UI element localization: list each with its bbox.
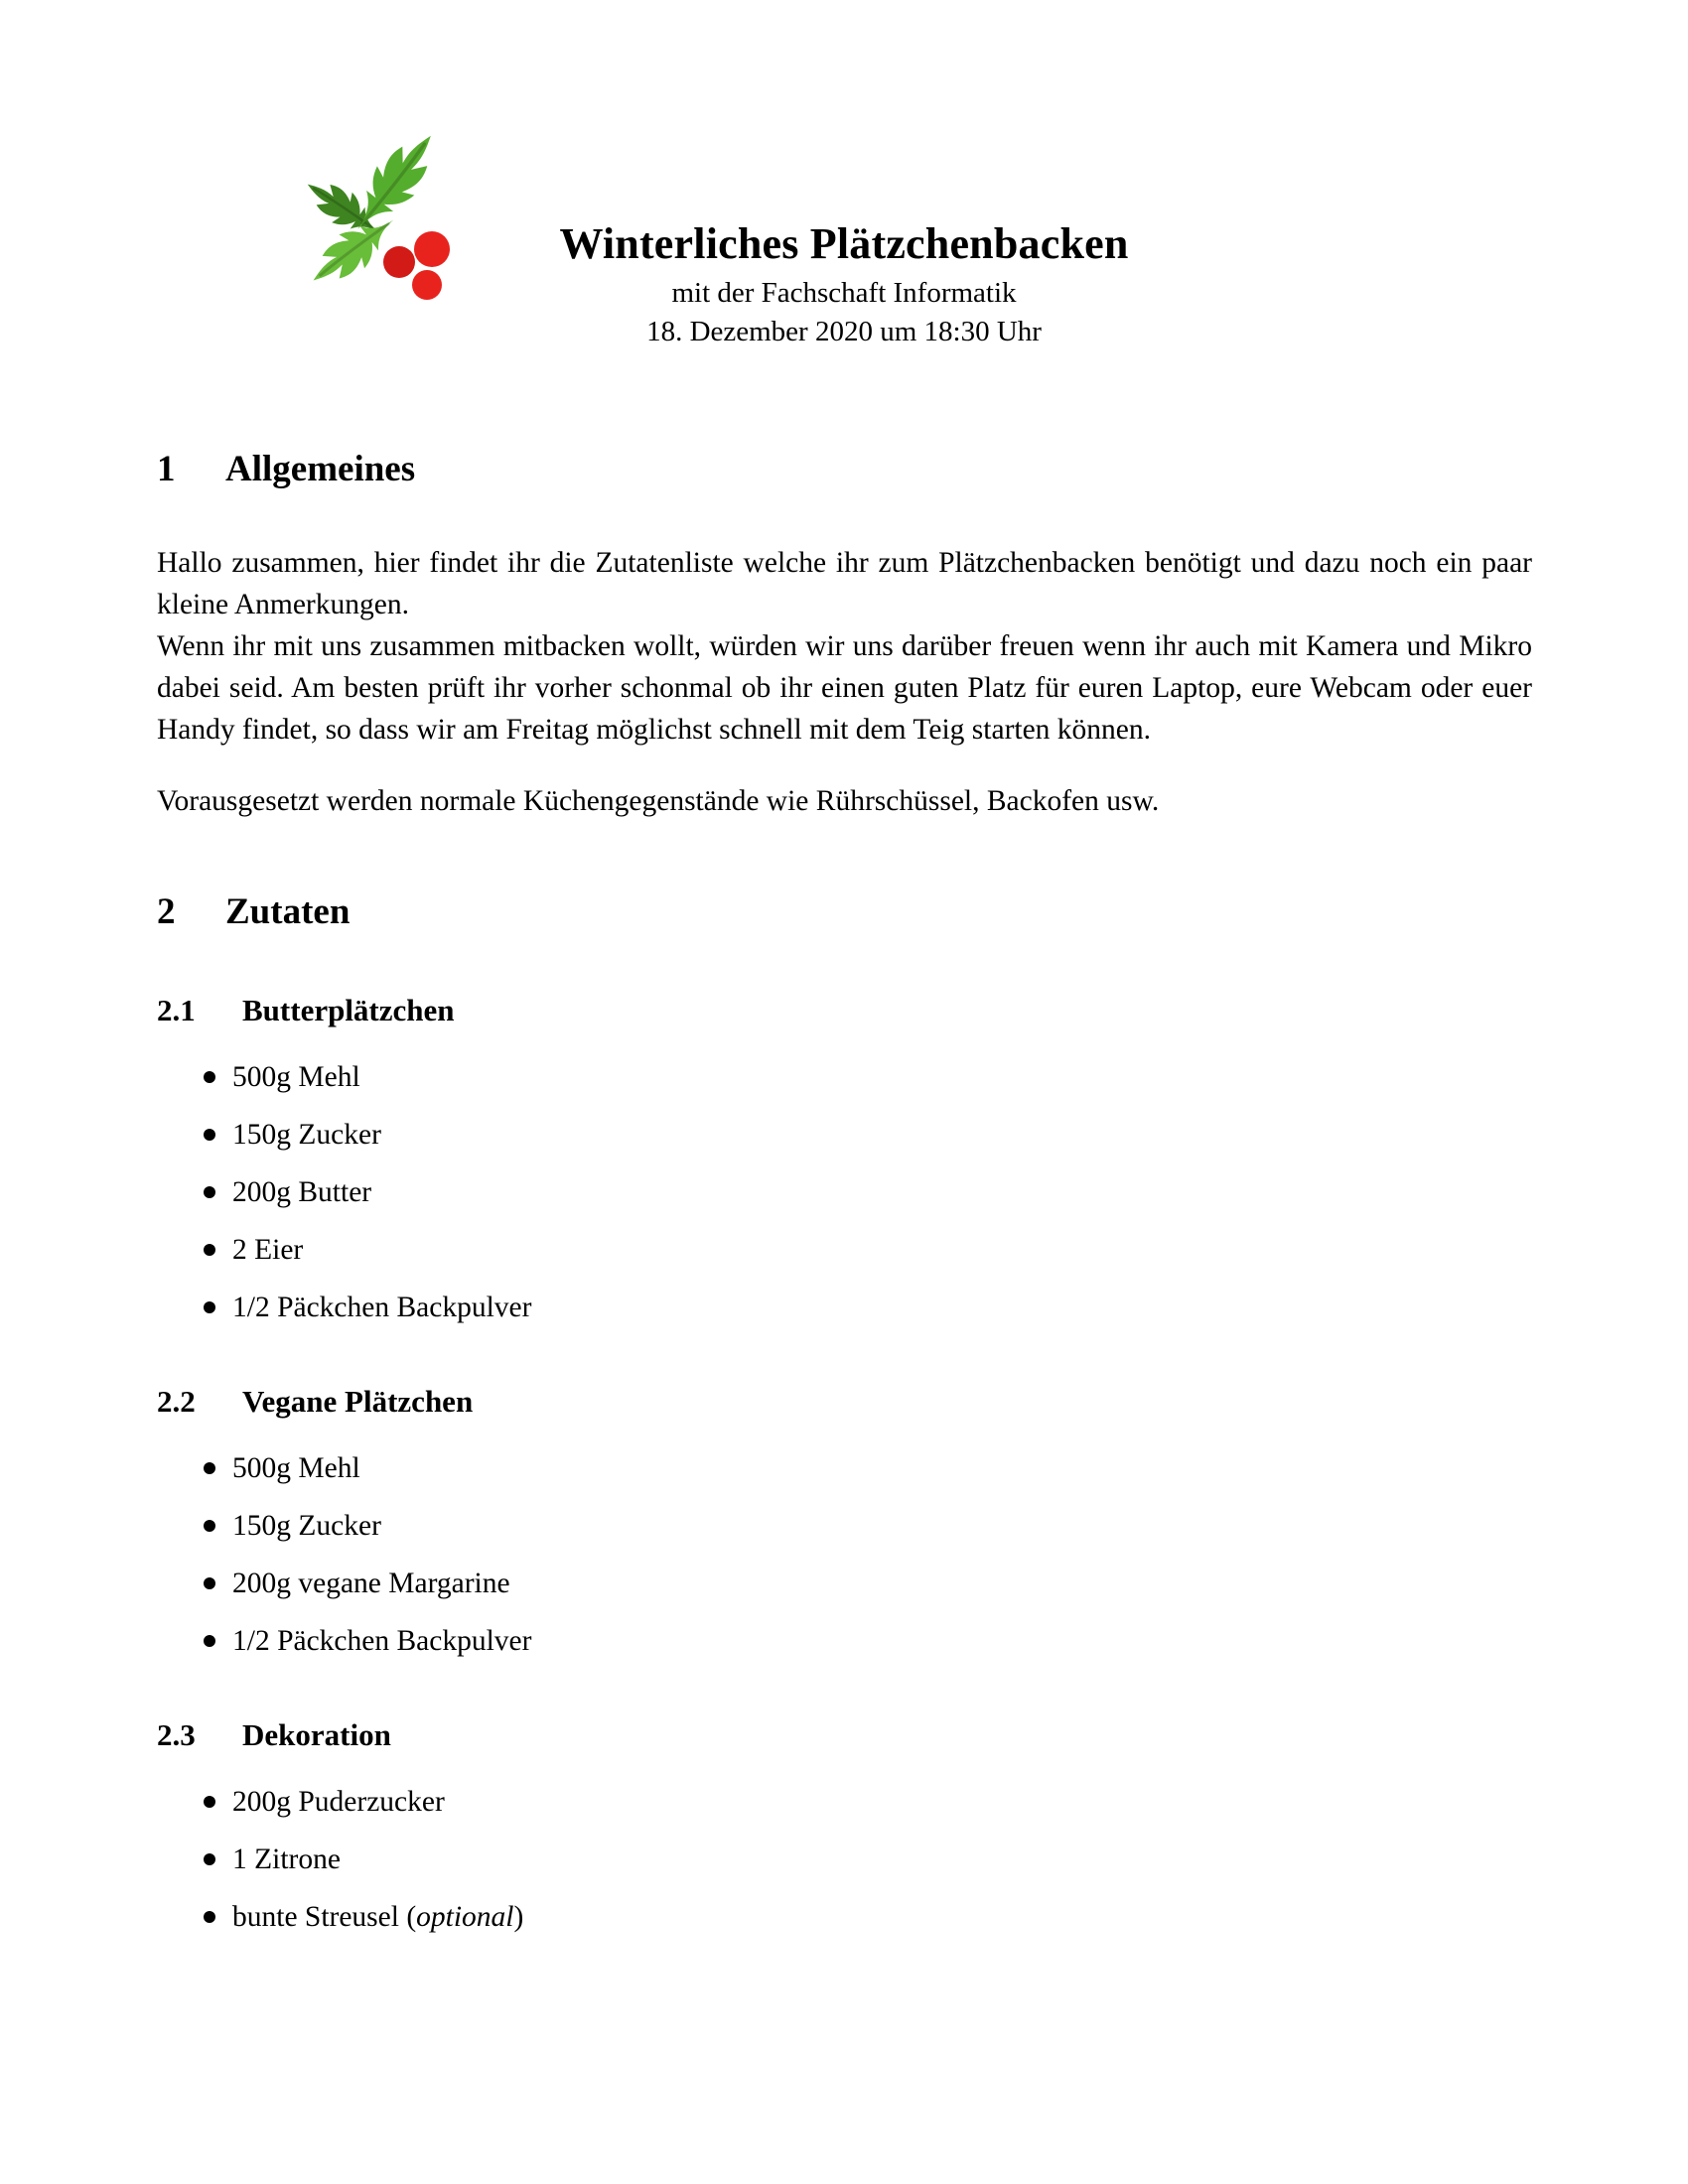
ingredient-text: 500g Mehl	[232, 1061, 360, 1093]
section-title: Zutaten	[225, 891, 351, 932]
list-item	[204, 1839, 1532, 1880]
bullet-icon	[204, 1911, 215, 1923]
subsection-number: 2.1	[157, 993, 196, 1027]
section-title: Allgemeines	[225, 449, 416, 489]
paragraph-voraussetzung: Vorausgesetzt werden normale Küchengegenstände wie Rührschüssel, Backofen usw.	[157, 785, 1160, 817]
bullet-icon	[204, 1635, 215, 1647]
bullet-icon	[204, 1301, 215, 1313]
subsection-number: 2.3	[157, 1717, 196, 1752]
list-item	[204, 1896, 1532, 1938]
section-number: 2	[157, 891, 176, 932]
bullet-icon	[204, 1577, 215, 1589]
bullet-icon	[204, 1244, 215, 1256]
list-item	[204, 1563, 1532, 1604]
document-subtitle-organizer: mit der Fachschaft Informatik	[671, 277, 1017, 309]
list-item	[204, 1056, 1532, 1098]
list-item	[204, 1287, 1532, 1328]
ingredient-text: 200g vegane Margarine	[232, 1568, 510, 1599]
document-subtitle-date: 18. Dezember 2020 um 18:30 Uhr	[646, 316, 1042, 347]
ingredient-text	[232, 1896, 523, 1938]
bullet-icon	[204, 1520, 215, 1532]
section-number: 1	[157, 449, 176, 489]
bullet-icon	[204, 1796, 215, 1808]
bullet-icon	[204, 1071, 215, 1083]
list-item	[204, 1447, 1532, 1489]
list-item	[204, 1171, 1532, 1213]
document-header	[0, 218, 1688, 348]
list-item	[204, 1505, 1532, 1547]
list-item	[204, 1620, 1532, 1662]
ingredient-text: 200g Butter	[232, 1176, 372, 1208]
bullet-icon	[204, 1462, 215, 1474]
list-item	[204, 1114, 1532, 1156]
ingredient-text-optional: optional	[416, 1901, 514, 1933]
section-heading-allgemeines	[157, 447, 1532, 492]
ingredient-text: 1/2 Päckchen Backpulver	[232, 1625, 532, 1657]
ingredient-text-prefix: bunte Streusel (	[232, 1901, 417, 1933]
subsection-title: Butterplätzchen	[242, 993, 455, 1027]
bullet-icon	[204, 1853, 215, 1865]
section-heading-zutaten	[157, 889, 1532, 935]
paragraph-mitbacken: Wenn ihr mit uns zusammen mitbacken wollt, würden wir uns darüber freuen wenn ihr auch mit Kamera und Mikro dabei seid. Am besten prüft ihr vorher schonmal ob ihr einen guten Platz für euren Laptop, eure Webcam oder euer Handy findet, so dass wir am Freitag möglichst schnell mit dem Teig starten können.	[157, 630, 1532, 746]
ingredient-text-suffix: )	[513, 1901, 524, 1933]
paragraph-intro: Hallo zusammen, hier findet ihr die Zutatenliste welche ihr zum Plätzchenbacken benötigt und dazu noch ein paar kleine Anmerkungen.	[157, 547, 1532, 620]
document-title: Winterliches Plätzchenbacken	[559, 219, 1129, 268]
subsection-heading-dekoration	[157, 1715, 1532, 1755]
ingredient-list-butterplaetzchen	[157, 1056, 1532, 1328]
ingredient-text: 150g Zucker	[232, 1119, 381, 1151]
subsection-title: Dekoration	[242, 1717, 391, 1752]
subsection-heading-vegane-plaetzchen	[157, 1382, 1532, 1422]
ingredient-list-vegane-plaetzchen	[157, 1447, 1532, 1662]
ingredient-text: 500g Mehl	[232, 1452, 360, 1484]
bullet-icon	[204, 1186, 215, 1198]
list-item	[204, 1781, 1532, 1823]
subsection-number: 2.2	[157, 1384, 196, 1419]
ingredient-text: 1 Zitrone	[232, 1843, 341, 1875]
bullet-icon	[204, 1129, 215, 1141]
ingredient-text: 2 Eier	[232, 1234, 304, 1266]
subsection-title: Vegane Plätzchen	[242, 1384, 474, 1419]
ingredient-text: 1/2 Päckchen Backpulver	[232, 1292, 532, 1323]
ingredient-text: 150g Zucker	[232, 1510, 381, 1542]
subsection-heading-butterplaetzchen	[157, 991, 1532, 1030]
document-body	[157, 447, 1532, 1954]
ingredient-list-dekoration	[157, 1781, 1532, 1938]
list-item	[204, 1229, 1532, 1271]
ingredient-text: 200g Puderzucker	[232, 1786, 445, 1818]
